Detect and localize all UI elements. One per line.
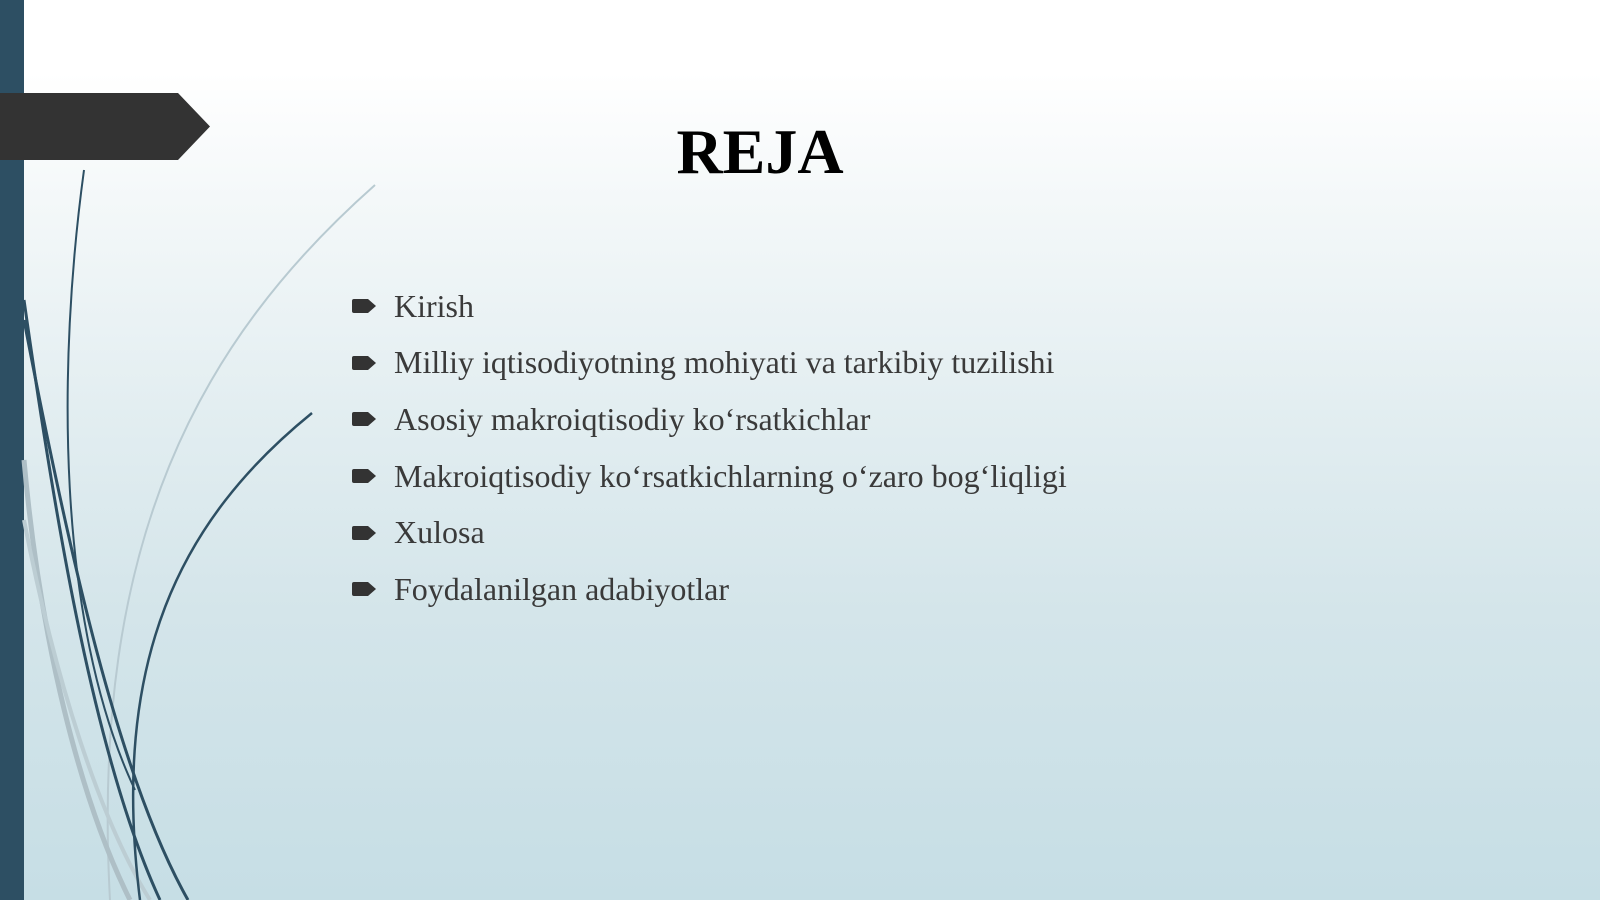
arrow-bullet-icon — [352, 581, 376, 597]
list-item-label: Milliy iqtisodiyotning mohiyati va tarkibiy tuzilishi — [394, 344, 1055, 381]
slide-title: REJA — [676, 116, 844, 187]
agenda-list — [352, 278, 1452, 618]
list-item — [352, 335, 1452, 392]
arrow-bullet-icon — [352, 525, 376, 541]
curve-light-3 — [24, 520, 150, 900]
arrow-bullet-icon — [352, 468, 376, 484]
arrow-bullet-icon — [352, 298, 376, 314]
list-item-label: Kirish — [394, 287, 474, 324]
title-banner-arrow — [0, 93, 210, 160]
list-item-label: Foydalanilgan adabiyotlar — [394, 570, 730, 607]
list-item — [352, 504, 1452, 561]
list-item — [352, 391, 1452, 448]
list-item — [352, 278, 1452, 335]
curve-dark-1 — [68, 170, 135, 790]
curve-light-1 — [108, 185, 375, 900]
curve-dark-4 — [133, 413, 312, 900]
arrow-bullet-icon — [352, 355, 376, 371]
list-item — [352, 561, 1452, 618]
list-item — [352, 448, 1452, 505]
list-item-label: Makroiqtisodiy ko‘rsatkichlarning o‘zaro bog‘liqligi — [394, 457, 1067, 494]
list-item-label: Xulosa — [394, 514, 485, 551]
arrow-bullet-icon — [352, 411, 376, 427]
list-item-label: Asosiy makroiqtisodiy ko‘rsatkichlar — [394, 400, 871, 437]
